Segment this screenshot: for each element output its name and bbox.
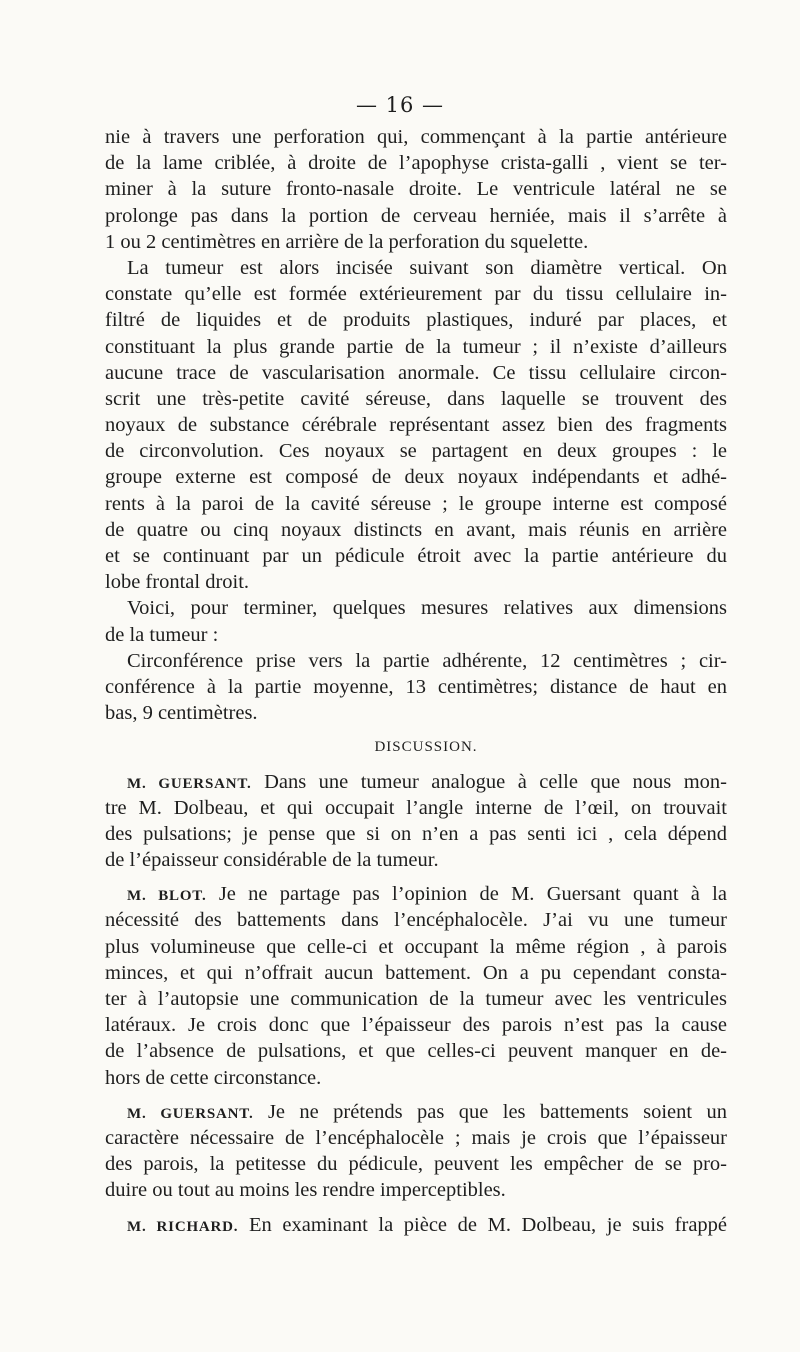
- paragraph: [105, 255, 727, 595]
- text-line: de l’épaisseur considérable de la tumeur.: [105, 849, 439, 872]
- text-line: noyaux de substance cérébrale représentant assez bien des fragments: [105, 414, 727, 437]
- speaker-name: M. BLOT.: [127, 888, 207, 905]
- entry-text: Dans une tumeur analogue à celle que nous mon-: [264, 770, 727, 793]
- text-line: La tumeur est alors incisée suivant son diamètre vertical. On: [127, 256, 727, 279]
- text-line: plus volumineuse que celle-ci et occupant la même région , à parois: [105, 935, 727, 958]
- discussion-entry: [105, 1099, 727, 1204]
- text-line: latéraux. Je crois donc que l’épaisseur des parois n’est pas la cause: [105, 1014, 727, 1037]
- text-line: aucune trace de vascularisation anormale. Ce tissu cellulaire circon-: [105, 361, 727, 384]
- text-line: duire ou tout au moins les rendre imperceptibles.: [105, 1179, 506, 1202]
- entry-text: Je ne partage pas l’opinion de M. Guersant quant à la: [218, 883, 727, 906]
- text-line: filtré de liquides et de produits plastiques, induré par places, et: [105, 309, 727, 332]
- entry-text: Je ne prétends pas que les battements soient un: [267, 1100, 727, 1123]
- text-line: de la lame criblée, à droite de l’apophyse crista-galli , vient se ter-: [105, 152, 727, 175]
- speaker-name: M. GUERSANT.: [127, 775, 252, 792]
- text-line: tre M. Dolbeau, et qui occupait l’angle interne de l’œil, on trouvait: [105, 796, 727, 819]
- text-line: de l’absence de pulsations, et que celles-ci peuvent manquer en de-: [105, 1040, 727, 1063]
- text-line: [105, 769, 727, 795]
- paragraph: [105, 124, 727, 255]
- text-line: minces, et qui n’offrait aucun battement. On a pu cependant consta-: [105, 961, 727, 984]
- text-line: [105, 1099, 727, 1125]
- discussion-entry: [105, 881, 727, 1091]
- text-line: et se continuant par un pédicule étroit avec la partie antérieure du: [105, 545, 727, 567]
- text-line: prolonge pas dans la portion de cerveau herniée, mais il s’arrête à: [105, 204, 727, 227]
- text-line: des pulsations; je pense que si on n’en a pas senti ici , cela dépend: [105, 822, 727, 845]
- text-line: scrit une très-petite cavité séreuse, dans laquelle se trouvent des: [105, 387, 727, 410]
- speaker-name: M. GUERSANT.: [127, 1105, 254, 1122]
- text-line: Voici, pour terminer, quelques mesures relatives aux dimensions: [127, 597, 727, 620]
- text-line: miner à la suture fronto-nasale droite. Le ventricule latéral ne se: [105, 178, 727, 201]
- text-line: lobe frontal droit.: [105, 571, 250, 594]
- text-line: rents à la paroi de la cavité séreuse ; le groupe interne est composé: [105, 492, 727, 515]
- text-line: caractère nécessaire de l’encéphalocèle ; mais je crois que l’épaisseur: [105, 1126, 727, 1149]
- text-line: de la tumeur :: [105, 623, 219, 646]
- text-line: constituant la plus grande partie de la tumeur ; il n’existe d’ailleurs: [105, 335, 727, 358]
- text-line: 1 ou 2 centimètres en arrière de la perforation du squelette.: [105, 230, 589, 253]
- text-line: [105, 1212, 727, 1238]
- paragraph: [105, 648, 727, 727]
- page-body: [105, 124, 727, 1238]
- text-line: conférence à la partie moyenne, 13 centimètres; distance de haut en: [105, 675, 727, 698]
- entry-text: En examinant la pièce de M. Dolbeau, je suis frappé: [249, 1213, 728, 1236]
- text-line: groupe externe est composé de deux noyaux indépendants et adhé-: [105, 466, 727, 489]
- paragraph: [105, 595, 727, 647]
- text-line: constate qu’elle est formée extérieurement par du tissu cellulaire in-: [105, 283, 727, 306]
- text-line: [105, 881, 727, 907]
- text-line: de quatre ou cinq noyaux distincts en avant, mais réunis en arrière: [105, 518, 727, 541]
- text-line: nécessité des battements dans l’encéphalocèle. J’ai vu une tumeur: [105, 909, 727, 932]
- text-line: ter à l’autopsie une communication de la tumeur avec les ventricules: [105, 988, 727, 1010]
- section-heading: DISCUSSION.: [374, 739, 478, 756]
- discussion-entry: [105, 769, 727, 874]
- text-line: de circonvolution. Ces noyaux se partagent en deux groupes : le: [105, 440, 727, 463]
- text-line: Circonférence prise vers la partie adhérente, 12 centimètres ; cir-: [127, 649, 727, 672]
- text-line: hors de cette circonstance.: [105, 1066, 322, 1089]
- speaker-name: M. RICHARD.: [127, 1218, 239, 1235]
- text-line: des parois, la petitesse du pédicule, peuvent les empêcher de se pro-: [105, 1153, 727, 1176]
- discussion-entry: [105, 1212, 727, 1238]
- text-line: bas, 9 centimètres.: [105, 702, 258, 725]
- text-line: nie à travers une perforation qui, commençant à la partie antérieure: [105, 126, 727, 148]
- page-number: — 16 —: [355, 93, 445, 117]
